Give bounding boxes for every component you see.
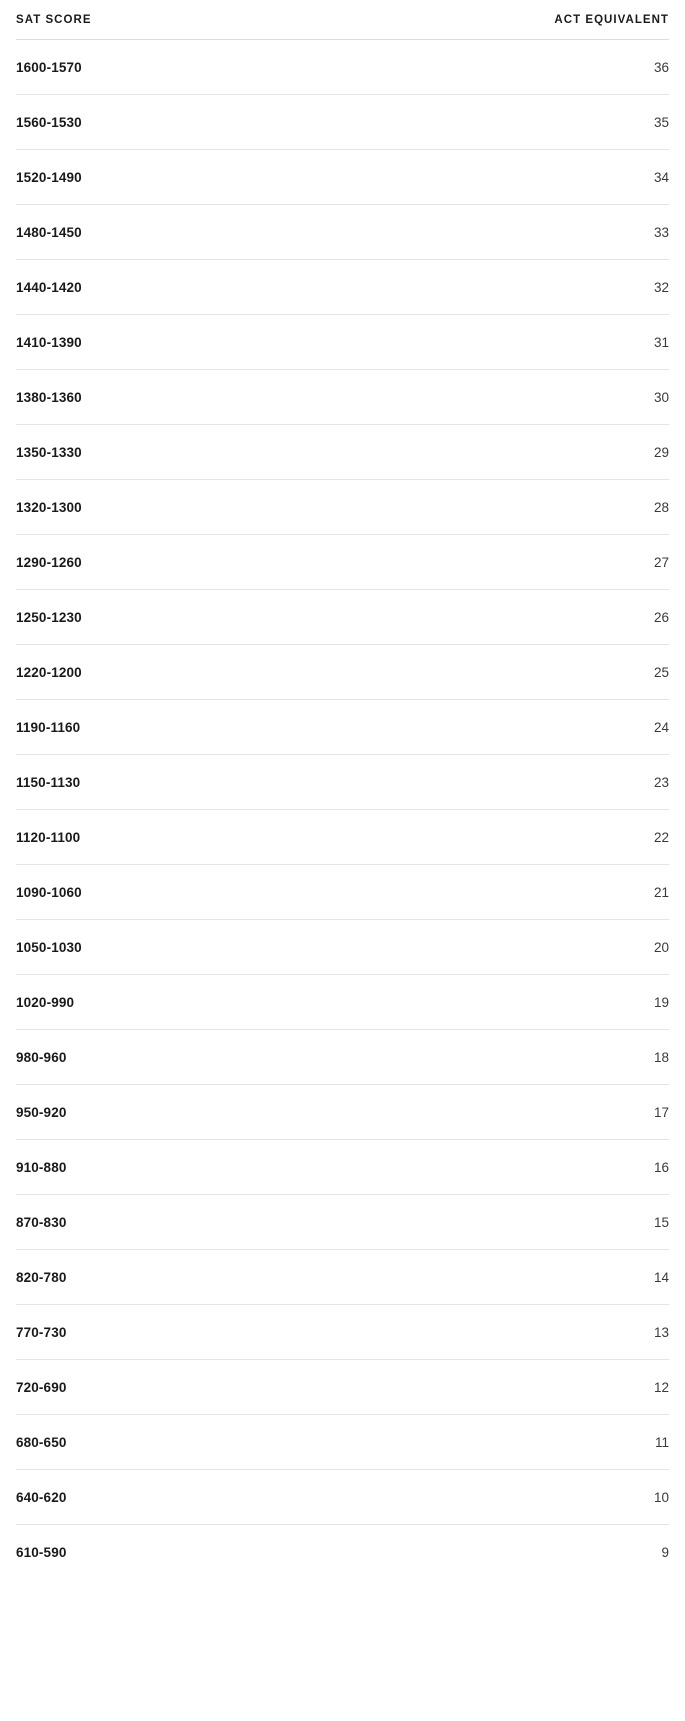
- cell-sat-score: 1020-990: [16, 975, 343, 1030]
- cell-sat-score: 1190-1160: [16, 700, 343, 755]
- cell-act-equivalent: 34: [343, 150, 670, 205]
- table-row: [16, 1470, 669, 1525]
- cell-sat-score: 1120-1100: [16, 810, 343, 865]
- cell-sat-score: 720-690: [16, 1360, 343, 1415]
- cell-act-equivalent: 19: [343, 975, 670, 1030]
- cell-sat-score: 680-650: [16, 1415, 343, 1470]
- cell-sat-score: 980-960: [16, 1030, 343, 1085]
- table-row: [16, 1360, 669, 1415]
- table-row: [16, 1250, 669, 1305]
- table-row: [16, 1305, 669, 1360]
- table-row: [16, 1525, 669, 1580]
- column-header-sat-score: SAT SCORE: [16, 0, 343, 40]
- cell-act-equivalent: 21: [343, 865, 670, 920]
- cell-sat-score: 1520-1490: [16, 150, 343, 205]
- table-row: [16, 260, 669, 315]
- cell-act-equivalent: 26: [343, 590, 670, 645]
- table-header-row: [16, 0, 669, 40]
- cell-act-equivalent: 23: [343, 755, 670, 810]
- cell-sat-score: 1220-1200: [16, 645, 343, 700]
- table-row: [16, 590, 669, 645]
- cell-sat-score: 1320-1300: [16, 480, 343, 535]
- table-row: [16, 810, 669, 865]
- cell-act-equivalent: 11: [343, 1415, 670, 1470]
- cell-sat-score: 1440-1420: [16, 260, 343, 315]
- table-row: [16, 370, 669, 425]
- table-row: [16, 1195, 669, 1250]
- cell-act-equivalent: 36: [343, 40, 670, 95]
- cell-act-equivalent: 16: [343, 1140, 670, 1195]
- cell-act-equivalent: 24: [343, 700, 670, 755]
- cell-act-equivalent: 15: [343, 1195, 670, 1250]
- cell-sat-score: 1600-1570: [16, 40, 343, 95]
- cell-act-equivalent: 10: [343, 1470, 670, 1525]
- table-header: [16, 0, 669, 40]
- cell-act-equivalent: 13: [343, 1305, 670, 1360]
- table-row: [16, 315, 669, 370]
- cell-act-equivalent: 33: [343, 205, 670, 260]
- cell-sat-score: 910-880: [16, 1140, 343, 1195]
- cell-sat-score: 1380-1360: [16, 370, 343, 425]
- table-row: [16, 425, 669, 480]
- table-row: [16, 480, 669, 535]
- cell-act-equivalent: 9: [661, 1545, 669, 1560]
- table-row: [16, 975, 669, 1030]
- table-row: [16, 920, 669, 975]
- cell-sat-score: 610-590: [16, 1545, 67, 1560]
- cell-sat-score: 820-780: [16, 1250, 343, 1305]
- cell-sat-score: 640-620: [16, 1470, 343, 1525]
- cell-act-equivalent: 35: [343, 95, 670, 150]
- table-row: [16, 95, 669, 150]
- column-header-act-equivalent: ACT EQUIVALENT: [343, 0, 670, 40]
- table-row: [16, 645, 669, 700]
- cell-act-equivalent: 14: [343, 1250, 670, 1305]
- table-row: [16, 1085, 669, 1140]
- cell-act-equivalent: 27: [343, 535, 670, 590]
- table-row: [16, 865, 669, 920]
- cell-act-equivalent: 30: [343, 370, 670, 425]
- cell-act-equivalent: 29: [343, 425, 670, 480]
- cell-act-equivalent: 20: [343, 920, 670, 975]
- cell-sat-score: 770-730: [16, 1305, 343, 1360]
- cell-sat-score: 1350-1330: [16, 425, 343, 480]
- cell-sat-score: 1480-1450: [16, 205, 343, 260]
- sat-act-conversion-table: [16, 0, 669, 1579]
- cell-act-equivalent: 28: [343, 480, 670, 535]
- cell-sat-score: 950-920: [16, 1085, 343, 1140]
- cell-act-equivalent: 17: [343, 1085, 670, 1140]
- cell-sat-score: 1290-1260: [16, 535, 343, 590]
- table-row: [16, 150, 669, 205]
- cell-sat-score: 1050-1030: [16, 920, 343, 975]
- cell-sat-score: 1410-1390: [16, 315, 343, 370]
- cell-sat-score: 1090-1060: [16, 865, 343, 920]
- cell-act-equivalent: 12: [343, 1360, 670, 1415]
- cell-act-equivalent: 18: [343, 1030, 670, 1085]
- table-row: [16, 535, 669, 590]
- table-row: [16, 1030, 669, 1085]
- cell-act-equivalent: 31: [343, 315, 670, 370]
- cell-act-equivalent: 32: [343, 260, 670, 315]
- table-row: [16, 205, 669, 260]
- table-row: [16, 1415, 669, 1470]
- table-row: [16, 700, 669, 755]
- cell-sat-score: 1150-1130: [16, 755, 343, 810]
- table-row: [16, 755, 669, 810]
- table-row: [16, 40, 669, 95]
- table-row: [16, 1140, 669, 1195]
- cell-act-equivalent: 25: [343, 645, 670, 700]
- cell-sat-score: 1560-1530: [16, 95, 343, 150]
- cell-sat-score: 870-830: [16, 1195, 343, 1250]
- table-body: [16, 40, 669, 1580]
- cell-act-equivalent: 22: [343, 810, 670, 865]
- cell-sat-score: 1250-1230: [16, 590, 343, 645]
